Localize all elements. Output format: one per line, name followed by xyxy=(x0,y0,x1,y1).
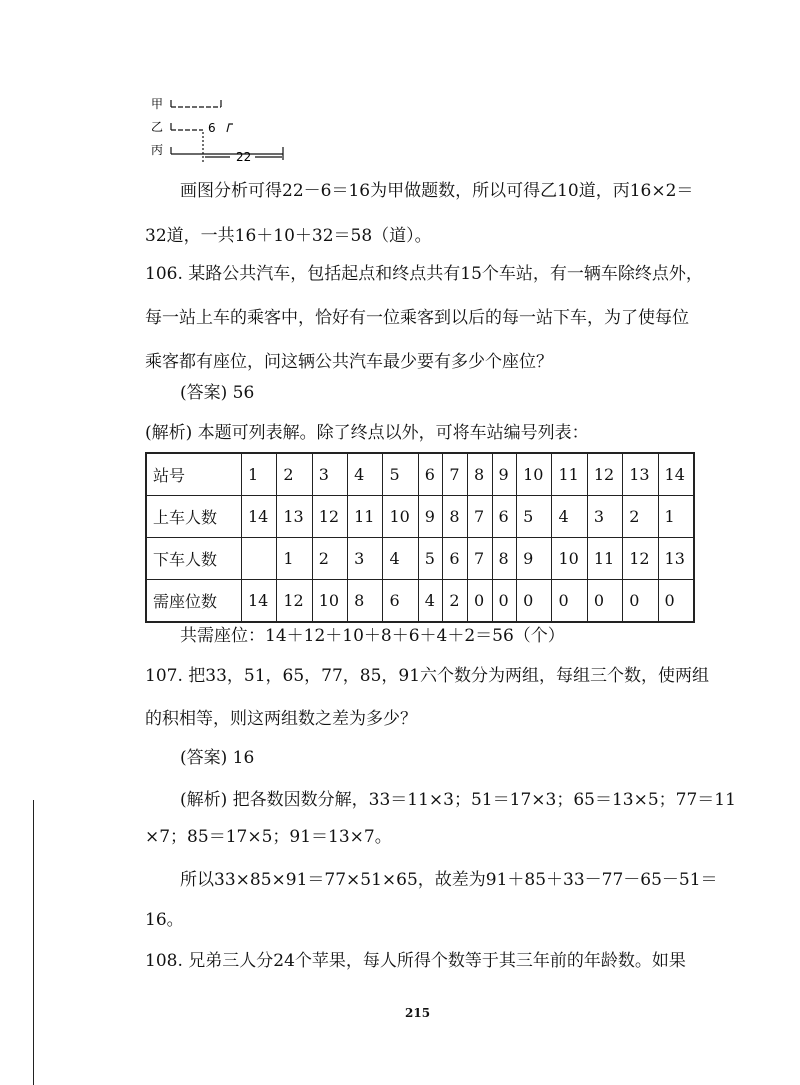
q108-line-1: 108. 兄弟三人分24个苹果，每人所得个数等于其三年前的年龄数。如果 xyxy=(145,951,686,971)
table-cell: 0 xyxy=(623,580,658,623)
table-row xyxy=(146,496,694,538)
row-label: 下车人数 xyxy=(146,538,242,580)
table-cell: 4 xyxy=(552,496,587,538)
q107-answer: (答案) 16 xyxy=(180,748,255,768)
segment-jia xyxy=(171,100,221,107)
table-cell: 1 xyxy=(277,538,312,580)
table-cell: 0 xyxy=(467,580,492,623)
scan-edge-line xyxy=(33,800,34,1085)
table-cell: 9 xyxy=(418,496,443,538)
q106-answer: (答案) 56 xyxy=(180,383,255,403)
table-cell: 7 xyxy=(467,496,492,538)
table-cell: 3 xyxy=(348,538,383,580)
table-cell: 12 xyxy=(587,453,622,496)
q106-analysis: (解析) 本题可列表解。除了终点以外，可将车站编号列表： xyxy=(145,423,589,443)
label-jia: 甲 xyxy=(151,97,164,111)
table-cell: 14 xyxy=(242,580,277,623)
solution-line-1: 画图分析可得22－6＝16为甲做题数，所以可得乙10道，丙16×2＝ xyxy=(180,181,694,201)
q107-conclusion-1: 所以33×85×91＝77×51×65，故差为91＋85＋33－77－65－51＝ xyxy=(180,870,718,890)
table-cell: 0 xyxy=(552,580,587,623)
table-cell: 6 xyxy=(492,496,517,538)
q106-line-2: 每一站上车的乘客中，恰好有一位乘客到以后的每一站下车，为了使每位 xyxy=(145,308,689,328)
q106-line-3: 乘客都有座位，问这辆公共汽车最少要有多少个座位？ xyxy=(145,352,553,372)
q107-line-1: 107. 把33，51，65，77，85，91六个数分为两组，每组三个数，使两组 xyxy=(145,666,710,686)
q107-conclusion-2: 16。 xyxy=(145,910,184,930)
solution-line-2: 32道，一共16＋10＋32＝58（道）。 xyxy=(145,226,432,246)
segment-diagram xyxy=(145,90,305,170)
table-cell: 2 xyxy=(312,538,347,580)
segment-bing xyxy=(171,132,283,164)
table-cell: 14 xyxy=(658,453,694,496)
table-cell: 4 xyxy=(383,538,418,580)
row-label: 需座位数 xyxy=(146,580,242,623)
table-cell: 12 xyxy=(623,538,658,580)
table-cell: 2 xyxy=(623,496,658,538)
label-six: 6 xyxy=(208,121,216,135)
table-cell: 4 xyxy=(418,580,443,623)
table-cell: 3 xyxy=(587,496,622,538)
table-cell: 12 xyxy=(312,496,347,538)
table-row xyxy=(146,538,694,580)
table-cell: 6 xyxy=(443,538,468,580)
table-cell: 8 xyxy=(443,496,468,538)
table-cell: 10 xyxy=(552,538,587,580)
table-cell: 5 xyxy=(383,453,418,496)
table-cell: 0 xyxy=(517,580,552,623)
q107-analysis-1: (解析) 把各数因数分解，33＝11×3；51＝17×3；65＝13×5；77＝11 xyxy=(180,790,736,810)
table-cell: 5 xyxy=(418,538,443,580)
table-cell: 6 xyxy=(383,580,418,623)
table-cell: 10 xyxy=(517,453,552,496)
table-cell: 0 xyxy=(587,580,622,623)
table-cell: 9 xyxy=(517,538,552,580)
table-cell: 0 xyxy=(492,580,517,623)
row-label: 站号 xyxy=(146,453,242,496)
table-cell: 13 xyxy=(623,453,658,496)
table-cell: 4 xyxy=(348,453,383,496)
table-cell: 7 xyxy=(443,453,468,496)
q106-line-1: 106. 某路公共汽车，包括起点和终点共有15个车站，有一辆车除终点外， xyxy=(145,264,703,284)
q106-total-seats: 共需座位：14＋12＋10＋8＋6＋4＋2＝56（个） xyxy=(180,626,565,646)
table-cell: 13 xyxy=(658,538,694,580)
table-cell: 8 xyxy=(492,538,517,580)
table-cell: 8 xyxy=(348,580,383,623)
label-yi: 乙 xyxy=(151,120,164,134)
table-cell: 12 xyxy=(277,580,312,623)
table-cell: 1 xyxy=(658,496,694,538)
table-row xyxy=(146,453,694,496)
table-cell: 13 xyxy=(277,496,312,538)
table-cell: 2 xyxy=(277,453,312,496)
row-label: 上车人数 xyxy=(146,496,242,538)
table-cell xyxy=(242,538,277,580)
table-cell: 5 xyxy=(517,496,552,538)
segment-yi xyxy=(171,123,233,132)
q107-analysis-2: ×7；85＝17×5；91＝13×7。 xyxy=(145,827,392,847)
table-cell: 14 xyxy=(242,496,277,538)
table-cell: 7 xyxy=(467,538,492,580)
page-number: 215 xyxy=(405,1006,431,1020)
table-cell: 6 xyxy=(418,453,443,496)
table-cell: 10 xyxy=(383,496,418,538)
table-cell: 8 xyxy=(467,453,492,496)
table-cell: 1 xyxy=(242,453,277,496)
station-table xyxy=(145,452,695,623)
table-cell: 11 xyxy=(348,496,383,538)
table-cell: 2 xyxy=(443,580,468,623)
table-cell: 11 xyxy=(552,453,587,496)
table-row xyxy=(146,580,694,623)
table-cell: 0 xyxy=(658,580,694,623)
table-cell: 10 xyxy=(312,580,347,623)
table-cell: 11 xyxy=(587,538,622,580)
table-cell: 9 xyxy=(492,453,517,496)
q107-line-2: 的积相等，则这两组数之差为多少？ xyxy=(145,709,417,729)
label-bing: 丙 xyxy=(151,143,164,157)
table-cell: 3 xyxy=(312,453,347,496)
label-twentytwo: 22 xyxy=(236,150,252,164)
